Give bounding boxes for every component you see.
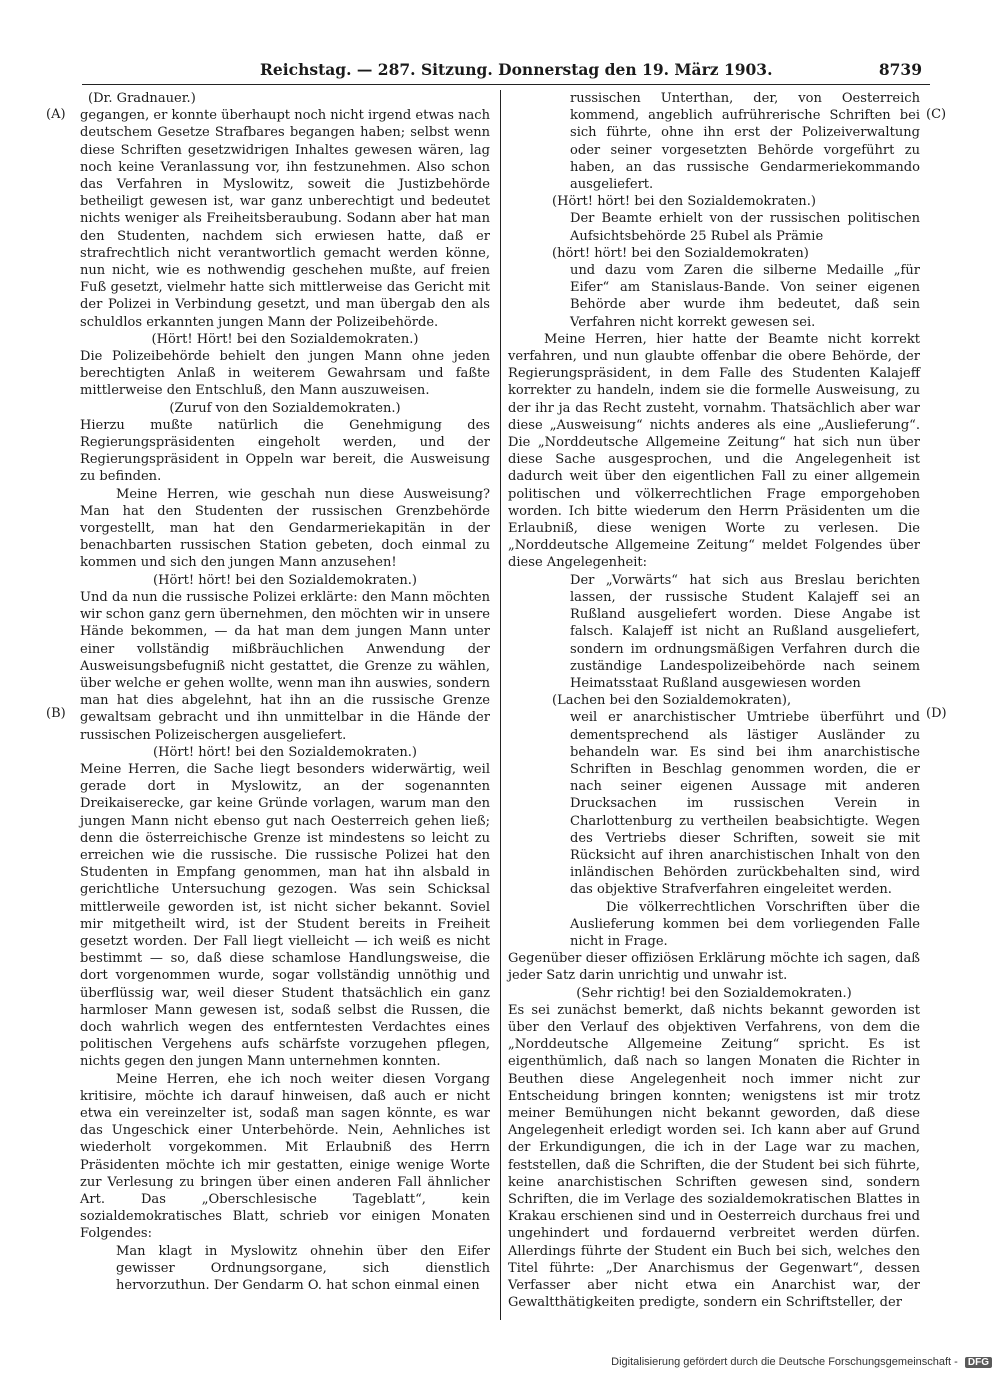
paragraph: Gegenüber dieser offiziösen Erklärung möchte ich sagen, daß jeder Satz darin unrichtig und unwahr ist. xyxy=(508,951,920,984)
quotation: und dazu vom Zaren die silberne Medaille „für Eifer“ am Stanislaus-Bande. Von seiner eigenen Behörde aber wurde ihm bedeutet, daß sein Verfahren nicht korrekt gewesen sei. xyxy=(570,263,920,330)
paragraph: Hierzu mußte natürlich die Genehmigung des Regierungspräsidenten eingeholt werden, und der Regierungspräsident in Oppeln war bereit, die Ausweisung zu befinden. xyxy=(80,417,490,485)
quotation: Der „Vorwärts“ hat sich aus Breslau berichten lassen, der russische Student Kalajeff sei an Rußland ausgeliefert worden. Diese Angabe ist falsch. Kalajeff ist nicht an Rußland ausgeliefert, sondern im ordnungsmäßigen Verfahren durch die zuständige Landespolizeibehörde nach seinem Heimatsstaat Rußland ausgewiesen worden xyxy=(570,572,920,691)
left-column xyxy=(80,90,490,1294)
column-divider xyxy=(500,90,501,1320)
margin-mark-b: (B) xyxy=(46,706,66,721)
running-header xyxy=(82,58,930,82)
page-number: 8739 xyxy=(878,60,922,79)
paragraph: Es sei zunächst bemerkt, daß nichts bekannt geworden ist über den Verlauf des objektiven Verfahrens, von dem die „Norddeutsche Allgemeine Zeitung“ spricht. Es ist eigenthümlich, daß nach so langen Monaten die Richter in Beuthen diese Angelegenheit noch immer nicht zur Entscheidung bringen konnten; wenigstens ist mir trotz meiner Bemühungen nicht bekannt geworden, daß diese Angelegenheit erledigt worden sei. Ich kann aber auf Grund der Erkundigungen, die ich in der Lage war zu machen, feststellen, daß die Schriften, die der Student bei sich führte, keine anarchistischen Schriften gewesen sind, sondern Schriften, die im Verlage des sozialdemokratischen Blattes in Krakau erschienen sind und in Oesterreich durchaus frei und ungehindert und fordauernd verbreitet werden dürfen. Allerdings führte der Student ein Buch bei sich, welches den Titel führte: „Der Anarchismus der Gegenwart“, dessen Verfasser aber nicht etwa ein Anarchist war, der Gewaltthätigkeiten predigte, sondern ein Schriftsteller, der xyxy=(508,1002,920,1311)
margin-mark-c: (C) xyxy=(926,107,947,122)
paragraph: Meine Herren, hier hatte der Beamte nicht korrekt verfahren, und nun glaubte offenbar die obere Behörde, der Regierungspräsident, in dem Falle des Studenten Kalajeff korrekter zu handeln, indem sie die formelle Ausweisung, zu der ihr ja das Recht zusteht, vornahm. Thatsächlich aber war diese „Ausweisung“ nichts anderes als eine „Auslieferung“. Die „Norddeutsche Allgemeine Zeitung“ hat sich nun über diese Sache ausgesprochen, und die Angelegenheit ist dadurch weit über den eigentlichen Fall zu einer allgemein politischen und völkerrechtlichen Frage emporgehoben worden. Ich bitte wiederum den Herrn Präsidenten um die Erlaubniß, diese wenigen Worte zu verlesen. Die „Norddeutsche Allgemeine Zeitung“ meldet Folgendes über diese Angelegenheit: xyxy=(508,331,920,571)
quotation: Man klagt in Myslowitz ohnehin über den Eifer gewisser Ordnungsorgane, sich dienstlich hervorzuthun. Der Gendarm O. hat schon einmal einen xyxy=(116,1243,490,1294)
interjection: (Sehr richtig! bei den Sozialdemokraten.) xyxy=(576,985,852,1001)
quotation: russischen Unterthan, der, von Oesterreich kommend, angeblich aufrührerische Schriften bei sich führte, ohne ihn erst der Polizeiverwaltung oder seiner vorgesetzten Behörde vorgeführt zu haben, an das russische Gendarmeriekommando ausgeliefert. xyxy=(570,91,920,193)
paragraph: Die Polizeibehörde behielt den jungen Mann ohne jeden berechtigten Anlaß in weiterem Gewahrsam und faßte mittlerweise den Entschluß, den Mann auszuweisen. xyxy=(80,349,490,399)
quotation: weil er anarchistischer Umtriebe überführt und dementsprechend als lästiger Ausländer zu behandeln war. Es sind bei ihm anarchistische Schriften in Beschlag genommen worden, die er nach seiner eigenen Aussage mit anderen Drucksachen im russischen Verein in Charlottenburg zu vertheilen beabsichtigte. Wegen des Vertriebs dieser Schriften, soweit sie mit Rücksicht auf ihren anarchistischen Inhalt von den inländischen Behörden zurückbehalten sind, wird das objektive Strafverfahren eingeleitet werden. xyxy=(570,710,920,898)
margin-mark-d: (D) xyxy=(926,706,947,721)
interjection: (Hört! hört! bei den Sozialdemokraten.) xyxy=(153,744,417,760)
paragraph: gegangen, er konnte überhaupt noch nicht irgend etwas nach deutschem Gesetze Strafbares begangen haben; selbst wenn diese Schriften gesetzwidrigen Inhaltes gewesen wären, lag noch keine Veranlassung vor, ihn festzunehmen. Also schon das Verfahren in Myslowitz, soweit die Justizbehörde betheiligt gewesen ist, war ganz unberechtigt und bedeutet nichts weniger als Freiheitsberaubung. Sodann aber hat man den Studenten, nachdem sich erwiesen hatte, daß er strafrechtlich nicht verantwortlich gemacht werden könne, nun nicht, wie es nothwendig geschehen mußte, auf freien Fuß gesetzt, vielmehr hatte sich mittlerweise das Gericht mit der Polizei in Verbindung gesetzt, und man übergab den als schuldlos erkannten jungen Mann der Polizeibehörde. xyxy=(80,108,491,330)
interjection: (hört! hört! bei den Sozialdemokraten) xyxy=(552,245,809,261)
footer-text: Digitalisierung gefördert durch die Deutsche Forschungsgemeinschaft - xyxy=(611,1356,958,1368)
interjection: (Hört! Hört! bei den Sozialdemokraten.) xyxy=(151,331,419,347)
dfg-logo: DFG xyxy=(965,1357,992,1368)
paragraph: Meine Herren, wie geschah nun diese Ausweisung? Man hat den Studenten der russischen Grenzbehörde vorgestellt, man hat den Gendarmeriekapitän in der benachbarten russischen Station gebeten, doch einmal zu kommen und sich den jungen Mann anzusehen! xyxy=(80,486,490,571)
margin-mark-a: (A) xyxy=(46,107,66,122)
right-column xyxy=(508,90,920,1311)
interjection: (Hört! hört! bei den Sozialdemokraten.) xyxy=(153,572,417,588)
header-rule xyxy=(82,84,930,85)
quotation: Der Beamte erhielt von der russischen politischen Aufsichtsbehörde 25 Rubel als Prämie xyxy=(570,211,920,244)
paragraph: Meine Herren, die Sache liegt besonders widerwärtig, weil gerade dort in Myslowitz, an der sogenannten Dreikaiserecke, gar keine Gründe vorlagen, warum man den jungen Mann nicht ebenso gut nach Oesterreich gehen ließ; denn die österreichische Grenze ist mindestens so leicht zu erreichen wie die russische. Die russische Polizei hat den Studenten in Empfang genommen, man hat ihn alsbald in gerichtliche Untersuchung gezogen. Was sein Schicksal mittlerweile geworden ist, ist nicht sicher bekannt. Soviel mir mitgetheilt wird, ist der Student bereits in Freiheit gesetzt worden. Der Fall liegt vielleicht — ich weiß es nicht bestimmt — so, daß diese schamlose Handlungsweise, die dort vorgenommen wurde, sogar vollständig unnöthig und überflüssig war, weil dieser Student thatsächlich ein ganz harmloser Mann gewesen ist, sodaß selbst die Russen, die doch wahrlich wegen des entferntesten Verdachtes eines politischen Vergehens aufs schärfste vorzugehen pflegen, nichts gegen den jungen Mann unternehmen konnten. xyxy=(80,761,490,1070)
paragraph: Meine Herren, ehe ich noch weiter diesen Vorgang kritisire, möchte ich darauf hinweisen, daß auch er nicht etwa ein vereinzelter ist, sodaß man sagen könnte, es war das Ungeschick einer Unterbehörde. Nein, Aehnliches ist wiederholt vorgekommen. Mit Erlaubniß des Herrn Präsidenten möchte ich mir gestatten, einige wenige Worte zur Verlesung zu bringen über einen anderen Fall ähnlicher Art. Das „Oberschlesische Tageblatt“, kein sozialdemokratisches Blatt, schrieb vor einigen Monaten Folgendes: xyxy=(80,1071,490,1242)
interjection: (Zuruf von den Sozialdemokraten.) xyxy=(169,400,401,416)
paragraph: Und da nun die russische Polizei erklärte: den Mann möchten wir schon ganz gern übernehmen, den möchten wir in unsere Hände bekommen, — da hat man dem jungen Mann unter einer vollständig mißbräuchlichen Anwendung der Ausweisungsbefugniß nicht gestattet, die Grenze zu wählen, über welche er gehen wollte, wenn man ihn auswies, sondern man hat dies abgelehnt, hat ihn an die russische Grenze gewaltsam gebracht und ihn unmittelbar in die Hände der russischen Polizeischergen ausgeliefert. xyxy=(80,589,490,743)
running-head-title: Reichstag. — 287. Sitzung. Donnerstag den 19. März 1903. xyxy=(260,60,773,79)
speaker-label: (Dr. Gradnauer.) xyxy=(88,91,196,106)
footer-credit xyxy=(611,1356,992,1368)
interjection: (Hört! hört! bei den Sozialdemokraten.) xyxy=(552,194,816,210)
interjection: (Lachen bei den Sozialdemokraten), xyxy=(552,693,792,709)
quotation: Die völkerrechtlichen Vorschriften über die Auslieferung kommen bei dem vorliegenden Falle nicht in Frage. xyxy=(570,899,920,949)
